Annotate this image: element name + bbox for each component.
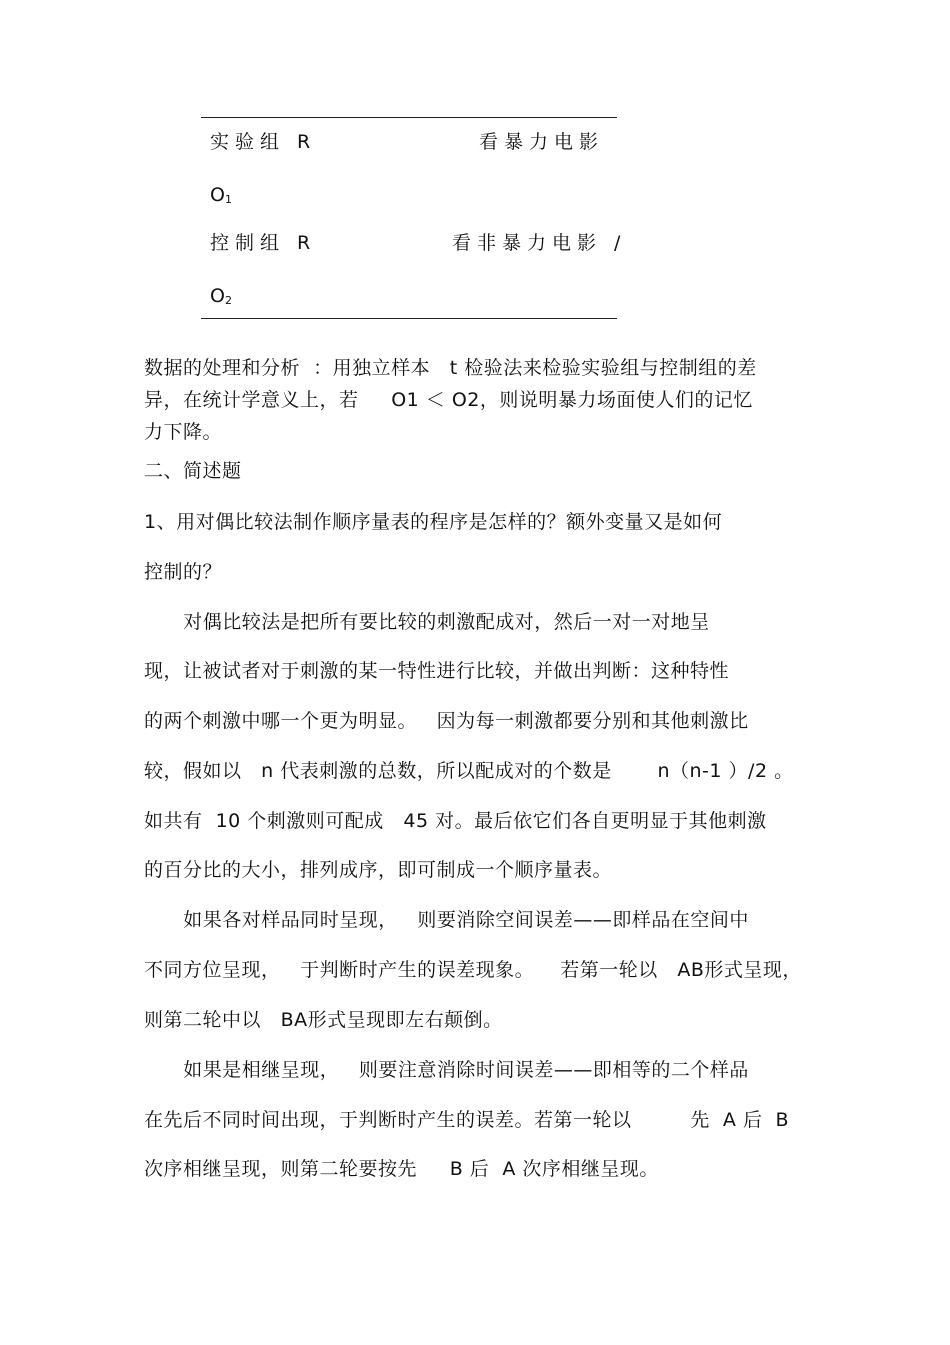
answer-p1-line-6: 的百分比的大小，排列成序，即可制成一个顺序量表。 bbox=[144, 859, 613, 881]
observation-o1: $O_1$ bbox=[210, 184, 232, 206]
control-treatment: 看非暴力电影 / bbox=[452, 232, 627, 254]
answer-p2-line-1: 如果各对样品同时呈现， 则要消除空间误差——即样品在空间中 bbox=[144, 909, 749, 931]
answer-p1-line-2: 现，让被试者对于刺激的某一特性进行比较，并做出判断：这种特性 bbox=[144, 660, 730, 682]
section-heading: 二、简述题 bbox=[144, 460, 242, 482]
answer-p2-line-2: 不同方位呈现， 于判断时产生的误差现象。 若第一轮以 AB形式呈现， bbox=[144, 959, 802, 981]
answer-p1-line-5: 如共有 10 个刺激则可配成 45 对。最后依它们各自更明显于其他刺激 bbox=[144, 810, 767, 832]
question-line-1: 1、用对偶比较法制作顺序量表的程序是怎样的？额外变量又是如何 bbox=[144, 511, 723, 533]
answer-p3-line-2: 在先后不同时间出现，于判断时产生的误差。若第一轮以 先 A 后 B bbox=[144, 1109, 790, 1131]
analysis-line-3: 力下降。 bbox=[144, 421, 223, 443]
analysis-line-1: 数据的处理和分析 ：用独立样本 t 检验法来检验实验组与控制组的差 bbox=[144, 357, 757, 379]
table-bottom-rule bbox=[201, 318, 617, 319]
control-group-label: 控制组 R bbox=[210, 232, 317, 254]
answer-p1-line-4: 较，假如以 n 代表刺激的总数，所以配成对的个数是 n（n-1 ）/2 。 bbox=[144, 760, 794, 782]
answer-p3-line-3: 次序相继呈现，则第二轮要按先 B 后 A 次序相继呈现。 bbox=[144, 1158, 659, 1180]
table-top-rule bbox=[201, 117, 617, 118]
answer-p3-line-1: 如果是相继呈现， 则要注意消除时间误差——即相等的二个样品 bbox=[144, 1059, 749, 1081]
experimental-treatment: 看暴力电影 bbox=[479, 131, 605, 153]
answer-p1-line-3: 的两个刺激中哪一个更为明显。 因为每一刺激都要分别和其他刺激比 bbox=[144, 710, 749, 732]
answer-p2-line-3: 则第二轮中以 BA形式呈现即左右颠倒。 bbox=[144, 1009, 503, 1031]
experimental-group-label: 实验组 R bbox=[210, 131, 317, 153]
observation-o2: $O_2$ bbox=[210, 285, 232, 307]
answer-p1-line-1: 对偶比较法是把所有要比较的刺激配成对，然后一对一对地呈 bbox=[144, 611, 710, 633]
question-line-2: 控制的？ bbox=[144, 561, 223, 583]
analysis-line-2: 异，在统计学意义上，若 O1 ＜ O2，则说明暴力场面使人们的记忆 bbox=[144, 389, 753, 411]
